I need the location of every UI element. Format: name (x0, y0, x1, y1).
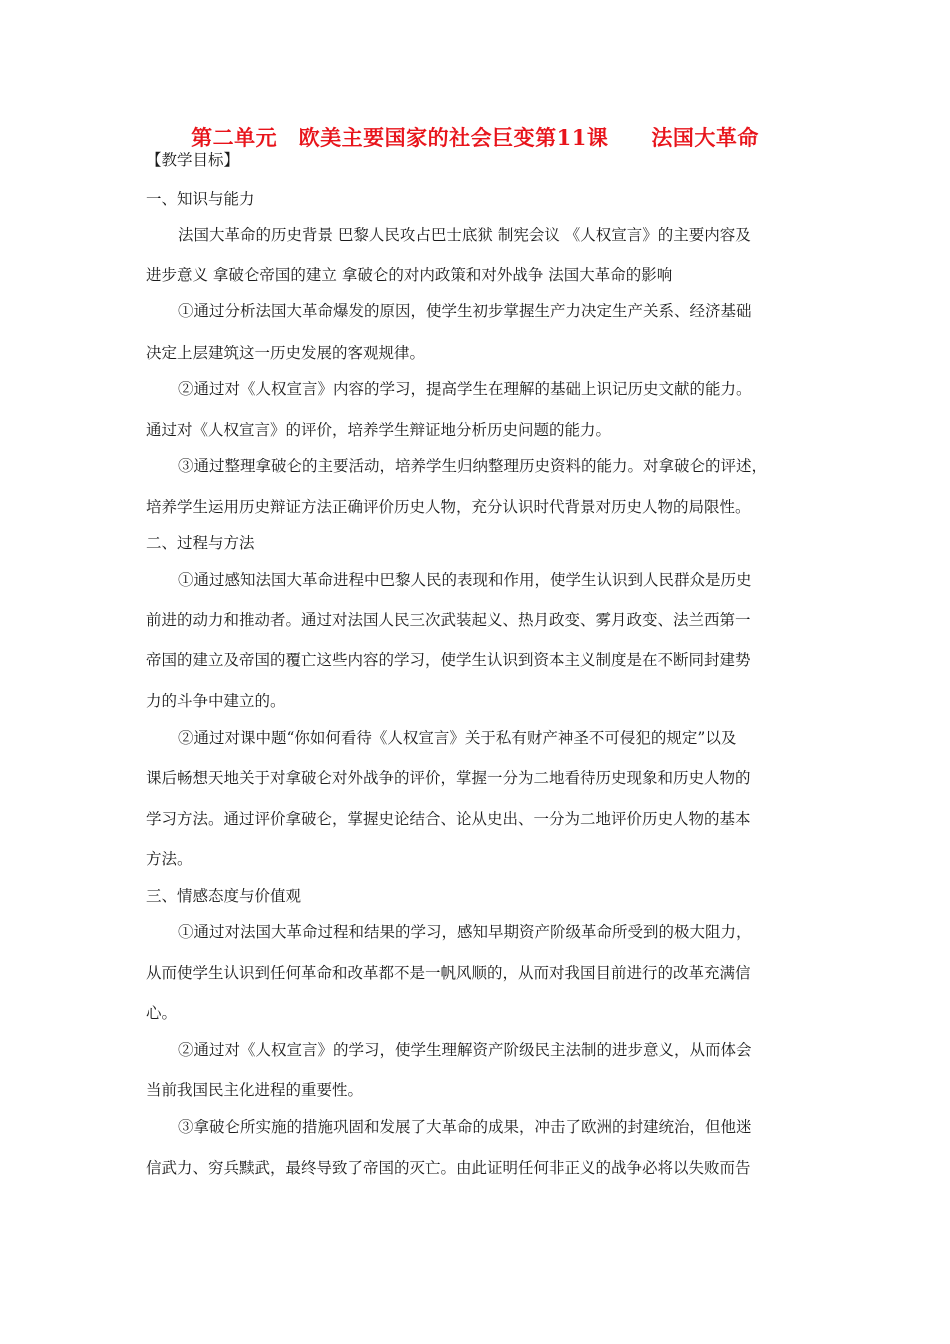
section-label: 【教学目标】 (146, 151, 240, 169)
paragraph-line: 决定上层建筑这一历史发展的客观规律。 (146, 344, 426, 362)
heading-knowledge: 一、知识与能力 (146, 190, 255, 208)
paragraph-line: ②通过对《人权宣言》的学习，使学生理解资产阶级民主法制的进步意义，从而体会 (178, 1041, 752, 1059)
paragraph-line: ③通过整理拿破仑的主要活动，培养学生归纳整理历史资料的能力。对拿破仑的评述， (178, 457, 768, 475)
paragraph-line: 方法。 (146, 850, 193, 868)
paragraph-line: 从而使学生认识到任何革命和改革都不是一帆风顺的，从而对我国目前进行的改革充满信 (146, 964, 751, 982)
paragraph-line: 学习方法。通过评价拿破仑，掌握史论结合、论从史出、一分为二地评价历史人物的基本 (146, 810, 751, 828)
heading-process: 二、过程与方法 (146, 534, 255, 552)
paragraph-line: 进步意义 拿破仑帝国的建立 拿破仑的对内政策和对外战争 法国大革命的影响 (146, 266, 673, 284)
paragraph-line: 法国大革命的历史背景 巴黎人民攻占巴士底狱 制宪会议 《人权宣言》的主要内容及 (178, 226, 751, 244)
paragraph-line: 前进的动力和推动者。通过对法国人民三次武装起义、热月政变、雾月政变、法兰西第一 (146, 611, 751, 629)
paragraph-line: ③拿破仑所实施的措施巩固和发展了大革命的成果，冲击了欧洲的封建统治，但他迷 (178, 1118, 752, 1136)
paragraph-line: 通过对《人权宣言》的评价，培养学生辩证地分析历史问题的能力。 (146, 421, 612, 439)
paragraph-line: ①通过感知法国大革命进程中巴黎人民的表现和作用，使学生认识到人民群众是历史 (178, 571, 752, 589)
paragraph-line: 当前我国民主化进程的重要性。 (146, 1081, 364, 1099)
paragraph-line: 培养学生运用历史辩证方法正确评价历史人物，充分认识时代背景对历史人物的局限性。 (146, 498, 751, 516)
paragraph-line: ②通过对课中题“你如何看待《人权宣言》关于私有财产神圣不可侵犯的规定”以及 (178, 729, 737, 747)
paragraph-line: 力的斗争中建立的。 (146, 692, 286, 710)
paragraph-line: ②通过对《人权宣言》内容的学习，提高学生在理解的基础上识记历史文献的能力。 (178, 380, 752, 398)
document-title: 第二单元 欧美主要国家的社会巨变第11课 法国大革命 (191, 125, 759, 150)
paragraph-line: ①通过分析法国大革命爆发的原因，使学生初步掌握生产力决定生产关系、经济基础 (178, 302, 752, 320)
paragraph-line: 信武力、穷兵黩武，最终导致了帝国的灭亡。由此证明任何非正义的战争必将以失败而告 (146, 1159, 751, 1177)
paragraph-line: ①通过对法国大革命过程和结果的学习，感知早期资产阶级革命所受到的极大阻力， (178, 923, 752, 941)
heading-values: 三、情感态度与价值观 (146, 887, 302, 905)
paragraph-line: 课后畅想天地关于对拿破仑对外战争的评价，掌握一分为二地看待历史现象和历史人物的 (146, 769, 751, 787)
paragraph-line: 帝国的建立及帝国的覆亡这些内容的学习，使学生认识到资本主义制度是在不断同封建势 (146, 651, 751, 669)
paragraph-line: 心。 (146, 1004, 178, 1022)
